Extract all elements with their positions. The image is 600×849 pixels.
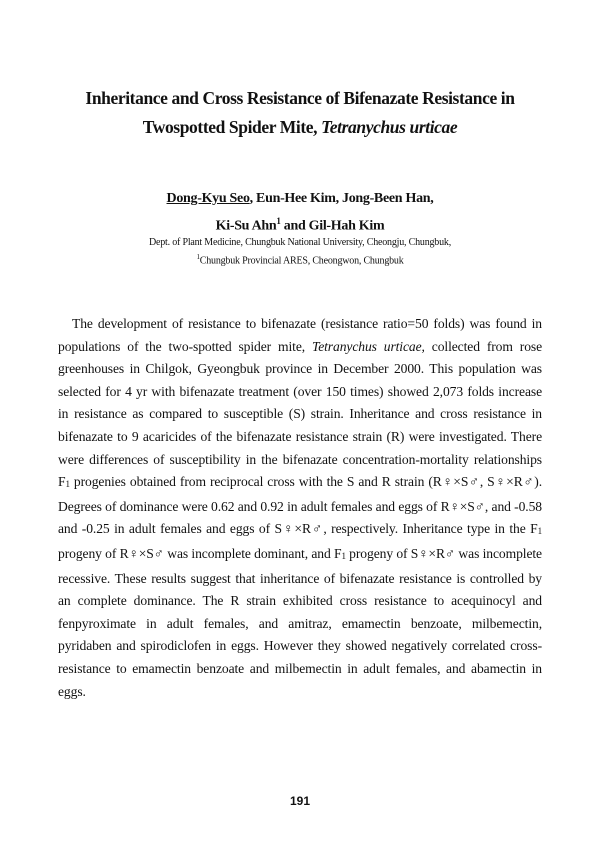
subscript-2: 1 — [537, 526, 542, 537]
paper-title — [40, 84, 560, 142]
abstract-species: Tetranychus urticae, — [311, 338, 425, 354]
abstract-text-4: progeny of R♀×S♂ was incomplete dominant, and F — [58, 545, 342, 561]
affiliation-2-text: Chungbuk Provincial ARES, Cheongwon, Chungbuk — [199, 255, 404, 267]
affiliation-2 — [40, 250, 560, 268]
abstract-text-3: progenies obtained from reciprocal cross with the S and R strain (R♀×S♂, S♀×R♂). Degrees of dominance were 0.62 and 0.92 in adult females and eggs of R♀×S♂, and -0.58 and -0.25 in adult females and eggs of S♀×R♂, respectively. Inheritance type in the F — [58, 474, 542, 537]
title-line-1: Inheritance and Cross Resistance of Bifenazate Resistance in — [85, 88, 515, 108]
abstract-text-2: collected from rose greenhouses in Chilgok, Gyeongbuk province in December 2000. This population was selected for 4 yr with bifenazate treatment (over 150 times) showed 2,073 folds increase in resistance as compared to susceptible (S) strain. Inheritance and cross resistance in bifenazate to 9 acaricides of the bifenazate resistance strain (R) were investigated. There were differences of susceptibility in the bifenazate concentration-mortality relationships F — [58, 338, 543, 490]
first-author: Dong-Kyu Seo — [166, 191, 250, 206]
subscript-1: 1 — [65, 479, 70, 490]
abstract-text-5: progeny of S♀×R♂ was incomplete recessive. These results suggest that inheritance of bifenazate resistance is controlled by an complete dominance. The R strain exhibited cross resistance to acequinocyl and fenpyroximate in adult females, and amitraz, emamectin benzoate, milbemectin, pyridaben and spirodiclofen in eggs. However they showed negatively correlated cross-resistance to emamectin benzoate and milbemectin in adult females, and abamectin in eggs. — [58, 545, 542, 699]
author-list — [40, 188, 560, 238]
affiliation-1: Dept. of Plant Medicine, Chungbuk National University, Cheongju, Chungbuk, — [148, 237, 452, 248]
author-ahn: Ki-Su Ahn — [215, 218, 277, 234]
authors-line-2 — [40, 210, 560, 238]
species-name: Tetranychus urticae — [321, 117, 458, 137]
affiliation-mark: 1 — [276, 216, 281, 226]
affiliation-2-mark: 1 — [196, 253, 200, 261]
page-number: 191 — [289, 794, 311, 808]
abstract-text-1: The development of resistance to bifenazate (resistance ratio=50 folds) was found in populations of the two-spotted spider mite, — [58, 316, 542, 354]
authors-rest: , Eun-Hee Kim, Jong-Been Han, — [249, 191, 434, 206]
subscript-3: 1 — [341, 550, 346, 561]
abstract — [58, 313, 542, 703]
author-last: and Gil-Hah Kim — [280, 218, 385, 234]
affiliations — [40, 235, 560, 268]
title-line-2 — [40, 113, 560, 142]
title-line-2-text: Twospotted Spider Mite, — [142, 117, 322, 137]
abstract-paragraph — [58, 313, 542, 703]
authors-line-1 — [40, 188, 560, 210]
